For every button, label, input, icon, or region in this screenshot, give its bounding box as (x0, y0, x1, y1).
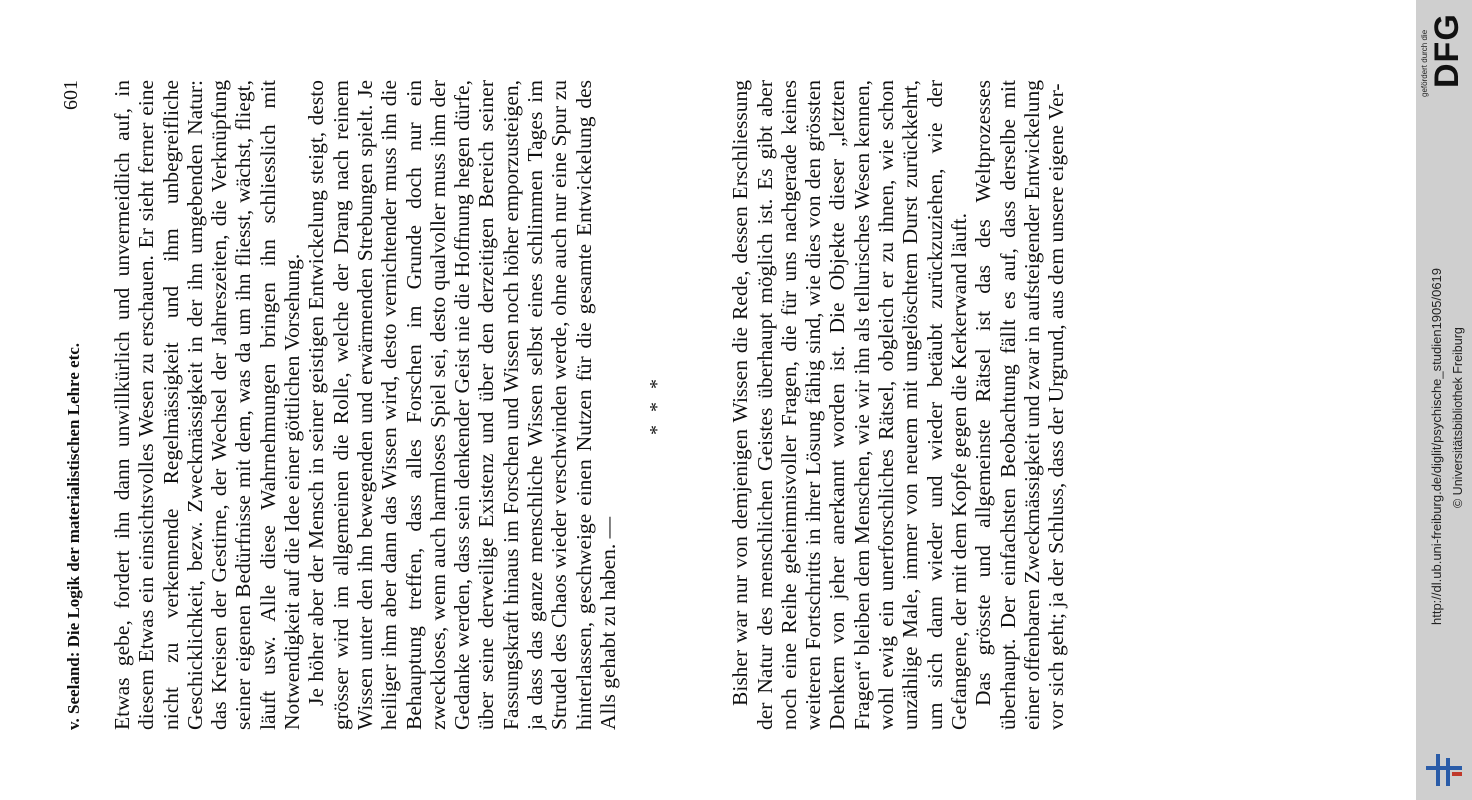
page-number: 601 (60, 80, 82, 110)
paragraph-4: Das grösste und allgemeinste Rätsel ist das des Weltprozesses überhaupt. Der einfachsten Beobachtung fällt es auf, dass derselbe mit einer offenbaren Zweckmässigkeit und zwar in aufsteigender Entwickelung vor sich geht; ja der Schluss, dass der Urgrund, aus dem unsere eigene Ver- (971, 80, 1069, 730)
section-separator: * * * (646, 375, 669, 435)
copyright-notice: © Universitätsbibliothek Freiburg (1451, 327, 1465, 508)
page-body (110, 80, 1160, 730)
paragraph-3: Bisher war nur von demjenigen Wissen die Rede, dessen Erschliessung der Natur des menschlichen Geistes überhaupt möglich ist. Es gibt aber noch eine Reihe geheimnisvoller Fragen, die für uns nachgerade keines weiteren Fortschritts in ihrer Lösung fähig sind, wie dies von den grössten Denkern von jeher anerkannt worden ist. Die Objekte dieser „letzten Fragen“ bleiben dem Menschen, wie wir ihn als tellurisches Wesen kennen, wohl ewig ein unerforschliches Rätsel, obgleich er zu ihnen, wie schon unzählige Male, immer von neuem mit ungelöschtem Durst zurückkehrt, um sich dann wieder und wieder betäubt zurückzuziehen, wie der Gefangene, der mit dem Kopfe gegen die Kerkerwand läuft. (728, 80, 971, 730)
dfg-logo: DFG (1428, 13, 1466, 88)
permalink-url[interactable]: http://dl.ub.uni-freiburg.de/diglit/psychische_studien1905/0619 (1429, 267, 1444, 625)
funder-caption: gefördert durch die (1420, 29, 1429, 97)
page-header (60, 80, 90, 730)
paragraph-2: Je höher aber der Mensch in seiner geistigen Entwickelung steigt, desto grösser wird im allgemeinen die Rolle, welche der Drang nach reinem Wissen unter den ihn bewegenden und erwärmenden Strebungen spielt. Je heiliger ihm aber dann das Wissen wird, desto vernichtender muss ihn die Behauptung treffen, dass alles Forschen im Grunde doch nur ein zweckloses, wenn auch harmloses Spiel sei, desto qualvoller muss ihm der Gedanke werden, dass sein denkender Geist nie die Hoffnung hegen dürfe, über seine derweilige Existenz und über den derzeitigen Bereich seiner Fassungskraft hinaus im Forschen und Wissen noch höher emporzusteigen, ja dass das ganze menschliche Wissen selbst eines schlimmen Tages im Strudel des Chaos wieder verschwinden werde, ohne auch nur eine Spur zu hinterlassen, geschweige einen Nutzen für die gesamte Entwickelung des Alls gehabt zu haben. — (304, 80, 620, 730)
paragraph-1: Etwas gebe, fordert ihn dann unwillkürlich und unvermeidlich auf, in diesem Etwas ein einsichtsvolles Wesen zu erschauen. Er sieht ferner eine nicht zu verkennende Regelmässigkeit und ihm unbegreifliche Geschicklichkeit, bezw. Zweckmässigkeit in der ihn umgebenden Natur: das Kreisen der Gestirne, der Wechsel der Jahreszeiten, die Verknüpfung seiner eigenen Bedürfnisse mit dem, was da um ihn fliesst, wächst, fliegt, läuft usw. Alle diese Wahrnehmungen bringen ihn schliesslich mit Notwendigkeit auf die Idee einer göttlichen Vorsehung. (110, 80, 305, 730)
library-sidebar (1416, 0, 1472, 800)
sidebar-text (1416, 0, 1472, 800)
ub-freiburg-logo-icon (1422, 750, 1466, 790)
running-head: v. Seeland: Die Logik der materialistischen Lehre etc. (64, 342, 83, 730)
